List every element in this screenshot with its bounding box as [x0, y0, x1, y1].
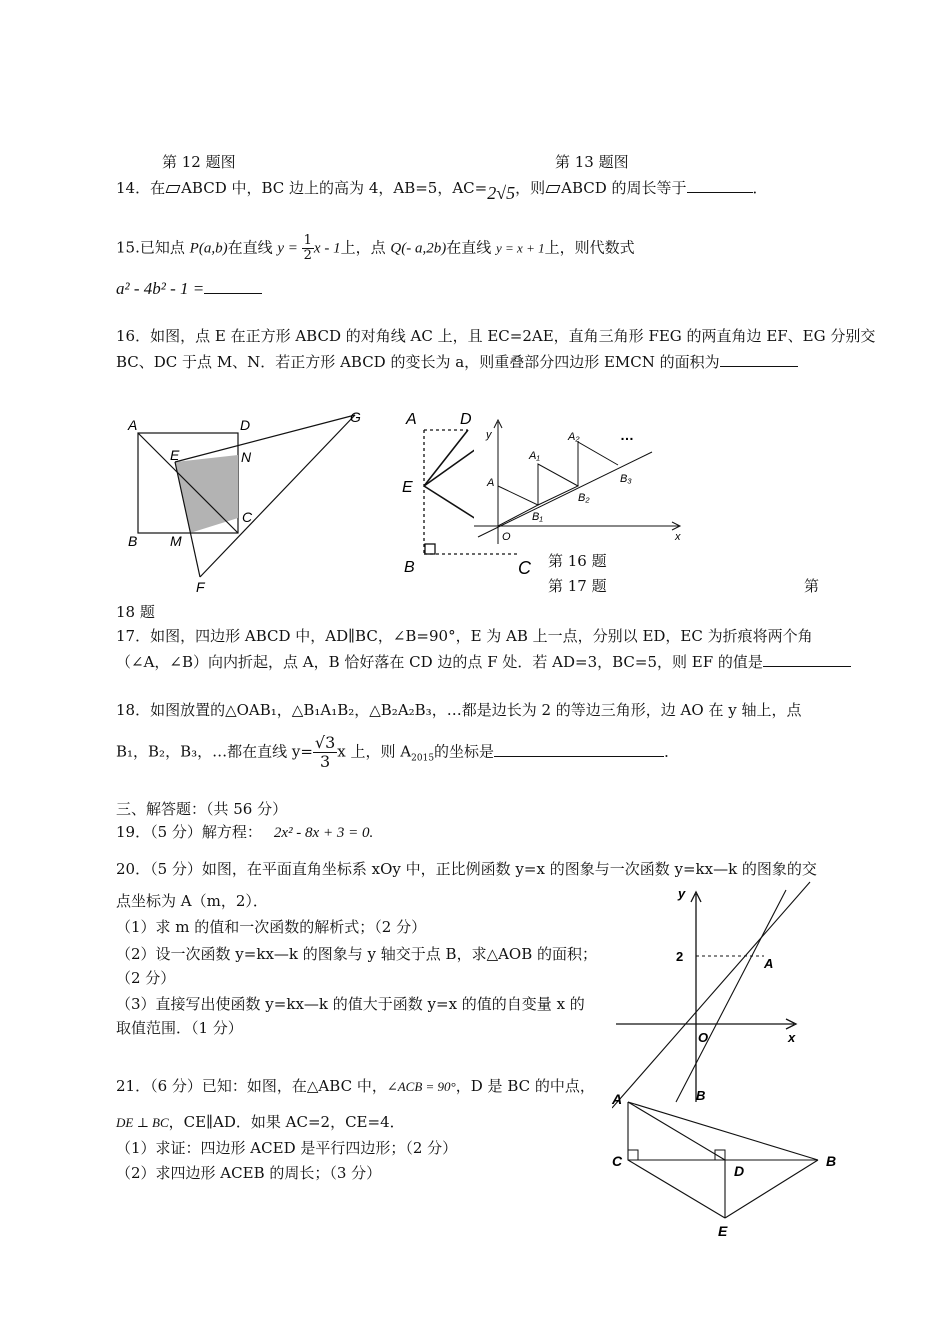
- question-20-line2: 点坐标为 A（m，2）．: [116, 892, 268, 910]
- answer-blank: [763, 652, 851, 667]
- segment-ce: [628, 1160, 725, 1218]
- figure-16: [120, 400, 370, 598]
- question-21-line1: 21．（6 分）已知：如图，在△ABC 中，∠ACB = 90°，D 是 BC 的中点，: [116, 1077, 595, 1095]
- caption-fig13: 第 13 题图: [555, 153, 629, 171]
- label-b3: B₃: [620, 473, 632, 485]
- label-f: F: [196, 579, 205, 595]
- label-o: O: [502, 531, 511, 543]
- line-y-kx-minus-k: [676, 890, 786, 1102]
- fold-part: [424, 449, 476, 486]
- label-a1: A₁: [529, 450, 540, 462]
- label-2: 2: [676, 949, 684, 964]
- question-18-line2: B₁，B₂，B₃，…都在直线 y= $\frac{√3}{3}$ x 上，则 $A_{2015}$的坐标是 ．: [116, 733, 680, 771]
- line-y-equals-x: [612, 882, 810, 1108]
- question-17-line1: 17．如图，四边形 ABCD 中，AD∥BC，∠B=90°，E 为 AB 上一点，分别以 ED，EC 为折痕将两个角: [116, 627, 813, 645]
- caption-fig12: 第 12 题图: [162, 153, 236, 171]
- label-x: x: [788, 1030, 796, 1045]
- answer-blank: [687, 178, 753, 193]
- overlap-region: [175, 455, 238, 533]
- label-g: G: [350, 409, 361, 425]
- label-y: y: [486, 429, 492, 441]
- label-d: D: [460, 411, 472, 428]
- parallelogram-icon: [166, 185, 181, 193]
- label-n: N: [241, 449, 252, 465]
- label-b: B: [404, 559, 415, 576]
- question-20-part3: （3）直接写出使函数 y=kx—k 的值大于函数 y=x 的值的自变量 x 的: [116, 995, 585, 1013]
- question-20-part2: （2）设一次函数 y=kx—k 的图象与 y 轴交于点 B，求△AOB 的面积；: [116, 945, 598, 963]
- caption-fig17: 第 17 题: [548, 577, 607, 595]
- caption-fig18-b: 18 题: [116, 603, 155, 621]
- parallelogram-icon: [546, 185, 561, 193]
- label-dots: …: [620, 427, 634, 443]
- answer-blank: [204, 279, 262, 294]
- label-b2: B₂: [578, 492, 590, 504]
- label-b1: B₁: [532, 511, 543, 523]
- label-e: E: [402, 479, 413, 496]
- label-b: B: [826, 1153, 837, 1169]
- figure-18: [470, 412, 690, 552]
- label-m: M: [170, 533, 182, 549]
- label-d: D: [734, 1163, 745, 1179]
- question-18-line1: 18．如图放置的△OAB₁，△B₁A₁B₂，△B₂A₂B₃，…都是边长为 2 的等边三角形，边 AO 在 y 轴上，点: [116, 701, 802, 719]
- fold-ed: [424, 430, 468, 486]
- ac-value: 2√5: [487, 183, 516, 203]
- fraction: $\frac{√3}{3}$: [314, 733, 336, 771]
- label-c: C: [612, 1153, 623, 1169]
- question-21-line2: DE ⊥ BC，CE∥AD．如果 AC=2，CE=4．: [116, 1113, 405, 1131]
- label-x: x: [675, 531, 681, 543]
- label-e: E: [718, 1223, 728, 1239]
- label-b: B: [128, 533, 138, 549]
- answer-blank: [494, 742, 664, 757]
- question-14: 14．在 ABCD 中，BC 边上的高为 4，AB=5，AC=2√5，则 ABCD 的周长等于 ．: [116, 179, 768, 203]
- caption-fig18-a: 第: [804, 577, 820, 595]
- segment-ad: [628, 1102, 725, 1160]
- answer-blank: [720, 352, 798, 367]
- label-a: A: [764, 956, 774, 971]
- question-21-part2: （2）求四边形 ACEB 的周长；（3 分）: [116, 1164, 382, 1182]
- label-o: O: [698, 1030, 709, 1045]
- fraction: $\frac{1}{2}$: [303, 233, 312, 263]
- label-d: D: [240, 417, 251, 433]
- label-b: B: [696, 1088, 706, 1103]
- q15-expression: a² - 4b² - 1 =: [116, 279, 262, 299]
- question-15: 15.已知点 P(a,b)在直线 y = $\frac{1}{2}$ x - 1上，点 Q(- a,2b)在直线 y = x + 1上，则代数式: [116, 233, 635, 263]
- label-a: A: [128, 417, 138, 433]
- label-a2: A₂: [568, 431, 580, 443]
- label-a: A: [487, 477, 495, 489]
- section-3-title: 三、解答题：（共 56 分）: [116, 800, 288, 818]
- label-e: E: [170, 447, 180, 463]
- label-a: A: [612, 1091, 623, 1107]
- question-16-line2: BC、DC 于点 M、N．若正方形 ABCD 的变长为 a，则重叠部分四边形 EMCN 的面积为: [116, 352, 798, 372]
- question-20-part2-score: （2 分）: [116, 969, 176, 987]
- edge-eg: [175, 415, 355, 462]
- question-17-line2: （∠A，∠B）向内折起，点 A，B 恰好落在 CD 边的点 F 处．若 AD=3，BC=5，则 EF 的值是: [116, 652, 851, 672]
- question-19: 19．（5 分）解方程： 2x² - 8x + 3 = 0.: [116, 823, 374, 841]
- right-angle-mark: [425, 544, 435, 554]
- label-y: y: [678, 886, 686, 901]
- question-21-part1: （1）求证：四边形 ACED 是平行四边形；（2 分）: [116, 1139, 458, 1157]
- label-c: C: [518, 558, 531, 578]
- figure-21: [608, 1088, 848, 1244]
- question-16-line1: 16．如图，点 E 在正方形 ABCD 的对角线 AC 上，且 EC=2AE，直角三角形 FEG 的两直角边 EF、EG 分别交: [116, 327, 876, 345]
- figure-20: [612, 880, 822, 1110]
- caption-fig16: 第 16 题: [548, 552, 607, 570]
- label-a: A: [406, 411, 417, 428]
- right-angle-c: [628, 1150, 638, 1160]
- question-20-line1: 20．（5 分）如图，在平面直角坐标系 xOy 中，正比例函数 y=x 的图象与一次函数 y=kx—k 的图象的交: [116, 860, 817, 878]
- question-20-part3-b: 取值范围．（1 分）: [116, 1019, 243, 1037]
- question-20-part1: （1）求 m 的值和一次函数的解析式；（2 分）: [116, 918, 427, 936]
- label-c: C: [242, 509, 253, 525]
- fold-ec: [424, 486, 476, 519]
- side-ab: [628, 1102, 818, 1160]
